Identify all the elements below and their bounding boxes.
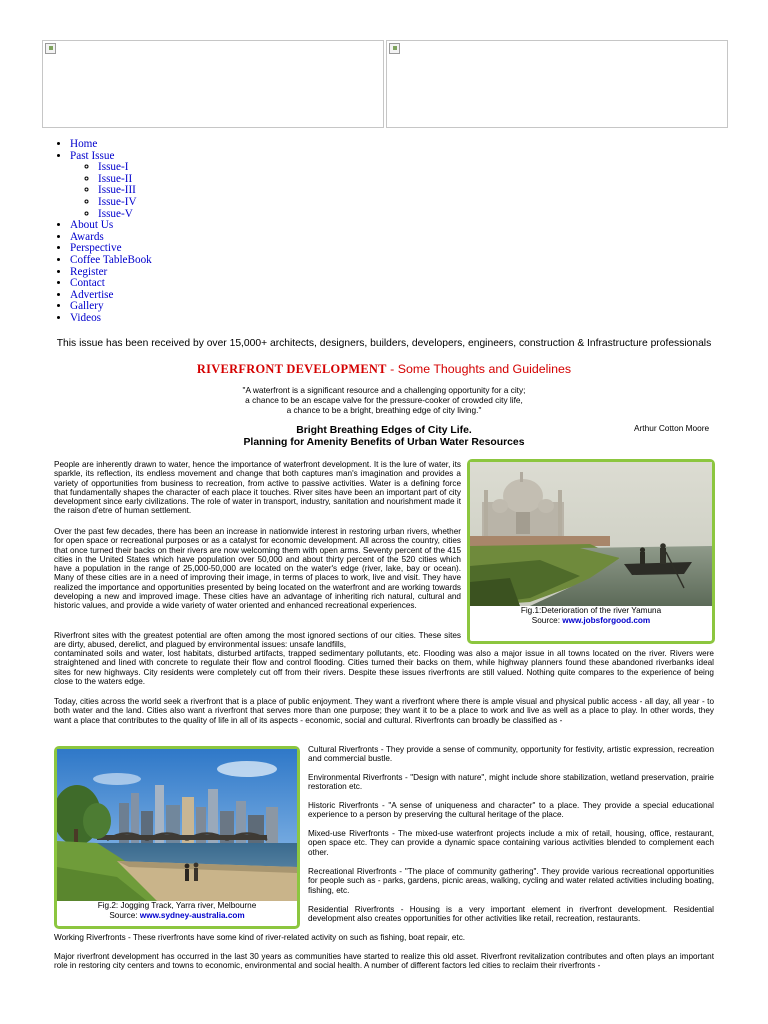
type-environmental: Environmental Riverfronts - "Design with nature", might include shore stabilization, wetland preservation, prairie restoration etc. [308, 773, 714, 792]
nav-link-issue-3[interactable]: Issue-III [98, 184, 136, 197]
nav-link-about-us[interactable]: About Us [70, 219, 114, 232]
past-issue-submenu [70, 162, 152, 220]
nav-link-perspective[interactable]: Perspective [70, 242, 122, 255]
quote-author: Arthur Cotton Moore [634, 423, 710, 433]
article-title-subtitle: Some Thoughts and Guidelines [397, 362, 572, 376]
nav-link-advertise[interactable]: Advertise [70, 288, 114, 301]
nav-link-issue-1[interactable]: Issue-I [98, 161, 129, 174]
type-mixed-use: Mixed-use Riverfronts - The mixed-use waterfront projects include a mix of retail, housing, office, restaurant, open space etc. They can provide a dynamic space containing various activities blended to complement each other. [308, 829, 714, 857]
figure-yamuna-source-link[interactable]: www.jobsforgood.com [562, 616, 651, 625]
quote-line: "A waterfront is a significant resource and a challenging opportunity for a city; [242, 385, 526, 395]
nav-link-coffee-table-book[interactable]: Coffee TableBook [70, 253, 152, 266]
main-nav [44, 139, 152, 325]
nav-item [70, 313, 152, 325]
article-title-separator: - [386, 362, 398, 376]
paragraph-ignored-sites-a: Riverfront sites with the greatest potential are often among the most ignored sections of our cities. These sites are dirty, abused, derelict, and plagued by environmental issues: unsafe landfills, [54, 631, 461, 650]
quote-line: a chance to be an escape valve for the pressure-cooker of crowded city life, [245, 395, 523, 406]
nav-link-issue-4[interactable]: Issue-IV [98, 195, 137, 208]
nav-link-contact[interactable]: Contact [70, 277, 105, 290]
quote-line: a chance to be a bright, breathing edge of city living." [286, 405, 482, 416]
paragraph-major-development: Major riverfront development has occurred in the last 30 years as communities have started to realize this old asset. Riverfront revitalization contributes and often plays an important role in restoring city centers and towns to economic, environmental and social health. A number of different factors led cities to reclaim their riverfronts - [54, 952, 714, 971]
banner-left[interactable] [42, 40, 384, 128]
subtitle-line: Bright Breathing Edges of City Life. [296, 425, 472, 436]
opening-quote [184, 385, 584, 416]
figure-yarra-source [57, 911, 297, 921]
nav-link-gallery[interactable]: Gallery [70, 300, 104, 313]
article-title [0, 362, 768, 377]
paragraph-intro: People are inherently drawn to water, hence the importance of waterfront development. It is the lure of water, its sparkle, its reflection, its endless movement and change that both captures man's imagination and provides a variety of opportunities from business to recreation, from active to passive activities. Water is a defining force that fundamentally shapes the character of each place it touches. River sites have been an important part of city development since early civilizations. The role of water in transport, industry, sanitation and nourishment made it the raison d'etre of human settlement. [54, 460, 461, 516]
figure-yamuna [467, 459, 715, 644]
nav-link-issue-5[interactable]: Issue-V [98, 207, 133, 220]
broken-image-icon [389, 43, 400, 54]
type-historic: Historic Riverfronts - "A sense of uniqueness and character" to a place. They provide a special educational experience to a person by preserving the cultural heritage of the place. [308, 801, 714, 820]
subtitle-line: Planning for Amenity Benefits of Urban Water Resources [243, 437, 525, 449]
figure-yarra-source-link[interactable]: www.sydney-australia.com [139, 911, 245, 920]
paragraph-public-enjoyment: Today, cities across the world seek a riverfront that is a place of public enjoyment. They want a riverfront where there is ample visual and physical public access - all day, all year - to both water and the land. Cities also want a riverfront that serves more than one purpose; they want it to be a place to work and live as well as a place to play. In other words, they want a place that contributes to the quality of life in all of its aspects - economic, social and cultural. Riverfronts can broadly be classified as - [54, 697, 714, 725]
broken-image-icon [45, 43, 56, 54]
nav-link-issue-2[interactable]: Issue-II [98, 172, 133, 185]
article-subtitle [184, 425, 584, 449]
figure-yamuna-caption: Fig.1:Deterioration of the river Yamuna [520, 606, 662, 615]
nav-link-home[interactable]: Home [70, 138, 98, 150]
audience-notice: This issue has been received by over 15,000+ architects, designers, builders, developers, engineers, construction & Infrastructure professionals [56, 338, 712, 349]
article-title-main: RIVERFRONT DEVELOPMENT [196, 362, 387, 376]
figure-yarra-image [57, 749, 297, 901]
paragraph-ignored-sites-b: contaminated soils and water, lost habitats, disturbed artifacts, trapped sedimentary pollutants, etc. Flooding was also a major issue in all towns located on the river. Rivers were straightened and lined with concrete to regulate their flow and control flooding. Cities turned their backs on them, while highway planners found these abandoned riverbanks ideal sites for new highways. City residents were completely cut off from their rivers. Despite these issues riverfronts are still valued. Nothing quite compares to the experience of being close to the waters edge. [54, 649, 714, 686]
type-residential: Residential Riverfronts - Housing is a very important element in riverfront development. Residential development also creates opportunities for other activities like retail, recreation, restaurants. [308, 905, 714, 924]
nav-link-register[interactable]: Register [70, 265, 108, 278]
type-working: Working Riverfronts - These riverfronts have some kind of river-related activity on such as fishing, boat repair, etc. [54, 933, 466, 942]
type-recreational: Recreational Riverfronts - "The place of community gathering". They provide various recreational opportunities for people such as - parks, gardens, picnic areas, walking, cycling and water related activities including boating, fishing, etc. [308, 867, 714, 895]
banner-right[interactable] [386, 40, 728, 128]
nav-link-awards[interactable]: Awards [70, 230, 104, 243]
nav-item-past-issue [70, 151, 152, 221]
figure-yamuna-image [470, 462, 712, 606]
figure-yamuna-source [470, 616, 712, 626]
paragraph-restoring-rivers: Over the past few decades, there has been an increase in nationwide interest in restoring urban rivers, whether for open space or recreational purposes or as a catalyst for economic development. All across the country, cities that once turned their backs on their rivers are now welcoming them with open arms. Seventy percent of the 415 cities in the United States which have population over 50,000 and about thirty percent of the 520 cities which have a population in the range of 25,000-50,000 are located on the water's edge (river, lake, bay or ocean). Many of these cities are in a need of improving their image, in terms of places to work, live and visit. They have realized the importance and opportunities presented by being located on the waterfront and are working towards developing a new and improved image. These cities have an advantage of inheriting rich natural, cultural and historic values, and provide a wide variety of water oriented and enhanced recreational experiences. [54, 527, 461, 610]
figure-yarra-caption: Fig.2: Jogging Track, Yarra river, Melbourne [97, 901, 257, 910]
source-label: Source: [109, 911, 138, 920]
source-label: Source: [531, 616, 560, 625]
nav-link-past-issue[interactable]: Past Issue [70, 149, 115, 162]
figure-yarra [54, 746, 300, 929]
type-cultural: Cultural Riverfronts - They provide a sense of community, opportunity for festivity, artistic expression, recreation and commercial bustle. [308, 745, 714, 764]
nav-link-videos[interactable]: Videos [70, 311, 102, 324]
